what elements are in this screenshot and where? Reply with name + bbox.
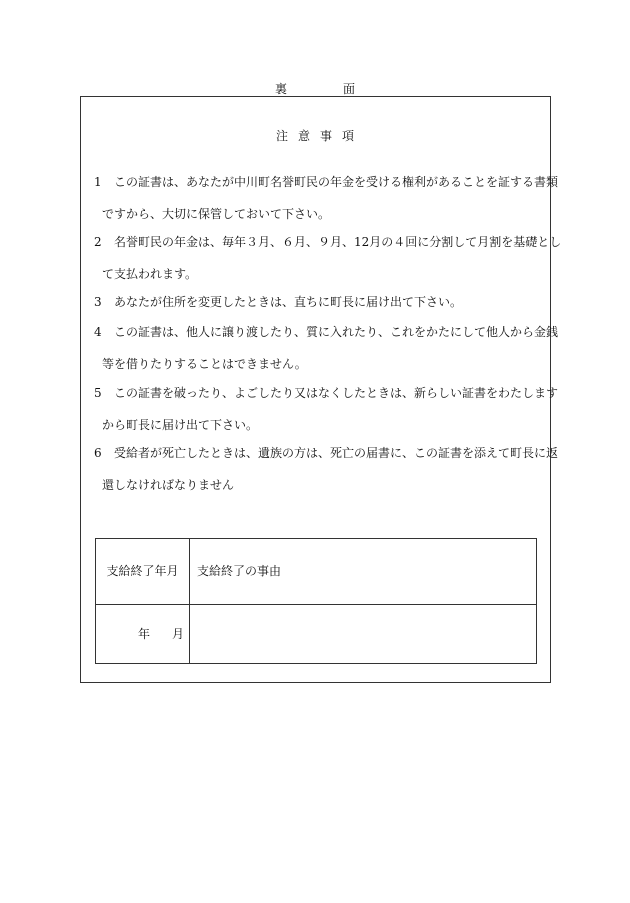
note-text: から町長に届け出て下さい。 bbox=[102, 418, 259, 432]
note-number: 5 bbox=[94, 386, 102, 400]
notes-title-char: 項 bbox=[342, 129, 355, 143]
note-item-4 bbox=[94, 322, 559, 374]
note-item-1 bbox=[94, 172, 559, 224]
termination-date-cell bbox=[96, 624, 184, 644]
notes-title-char: 意 bbox=[297, 129, 310, 143]
note-text: 還しなければなりません bbox=[102, 478, 235, 492]
note-text: この証書は、あなたが中川町名誉町民の年金を受ける権利があることを証する書類 bbox=[114, 175, 559, 189]
page-heading bbox=[0, 80, 630, 97]
page-heading-back: 裏 bbox=[274, 82, 287, 96]
note-text: ですから、大切に保管しておいて下さい。 bbox=[102, 207, 331, 221]
note-number: 1 bbox=[94, 175, 102, 189]
notes-title-char: 注 bbox=[275, 129, 288, 143]
note-text: 等を借りたりすることはできません。 bbox=[102, 357, 307, 371]
note-text: て支払われます。 bbox=[102, 267, 198, 281]
notes-title bbox=[0, 127, 630, 144]
page-heading-side: 面 bbox=[343, 82, 356, 96]
termination-date-header: 支給終了年月 bbox=[106, 564, 179, 578]
table-divider-horizontal bbox=[96, 604, 536, 605]
note-text: この証書は、他人に譲り渡したり、質に入れたり、これをかたにして他人から金銭 bbox=[114, 325, 559, 339]
termination-reason-header: 支給終了の事由 bbox=[197, 564, 282, 578]
month-label: 月 bbox=[171, 627, 184, 641]
note-text: この証書を破ったり、よごしたり又はなくしたときは、新らしい証書をわたします bbox=[114, 386, 559, 400]
table-divider-vertical bbox=[189, 539, 190, 663]
note-item-2 bbox=[94, 232, 562, 284]
note-text: 名誉町民の年金は、毎年３月、６月、９月、12月の４回に分割して月割を基礎とし bbox=[114, 235, 562, 249]
termination-table bbox=[95, 538, 537, 664]
note-text: 受給者が死亡したときは、遺族の方は、死亡の届書に、この証書を添えて町長に返 bbox=[114, 446, 559, 460]
note-number: 6 bbox=[94, 446, 102, 460]
year-label: 年 bbox=[137, 627, 150, 641]
note-number: 4 bbox=[94, 325, 102, 339]
note-text: あなたが住所を変更したときは、直ちに町長に届け出て下さい。 bbox=[114, 295, 463, 309]
note-item-5 bbox=[94, 383, 559, 435]
note-number: 2 bbox=[94, 235, 102, 249]
note-item-3 bbox=[94, 292, 550, 312]
notes-title-char: 事 bbox=[320, 129, 333, 143]
note-number: 3 bbox=[94, 295, 102, 309]
note-item-6 bbox=[94, 443, 559, 495]
